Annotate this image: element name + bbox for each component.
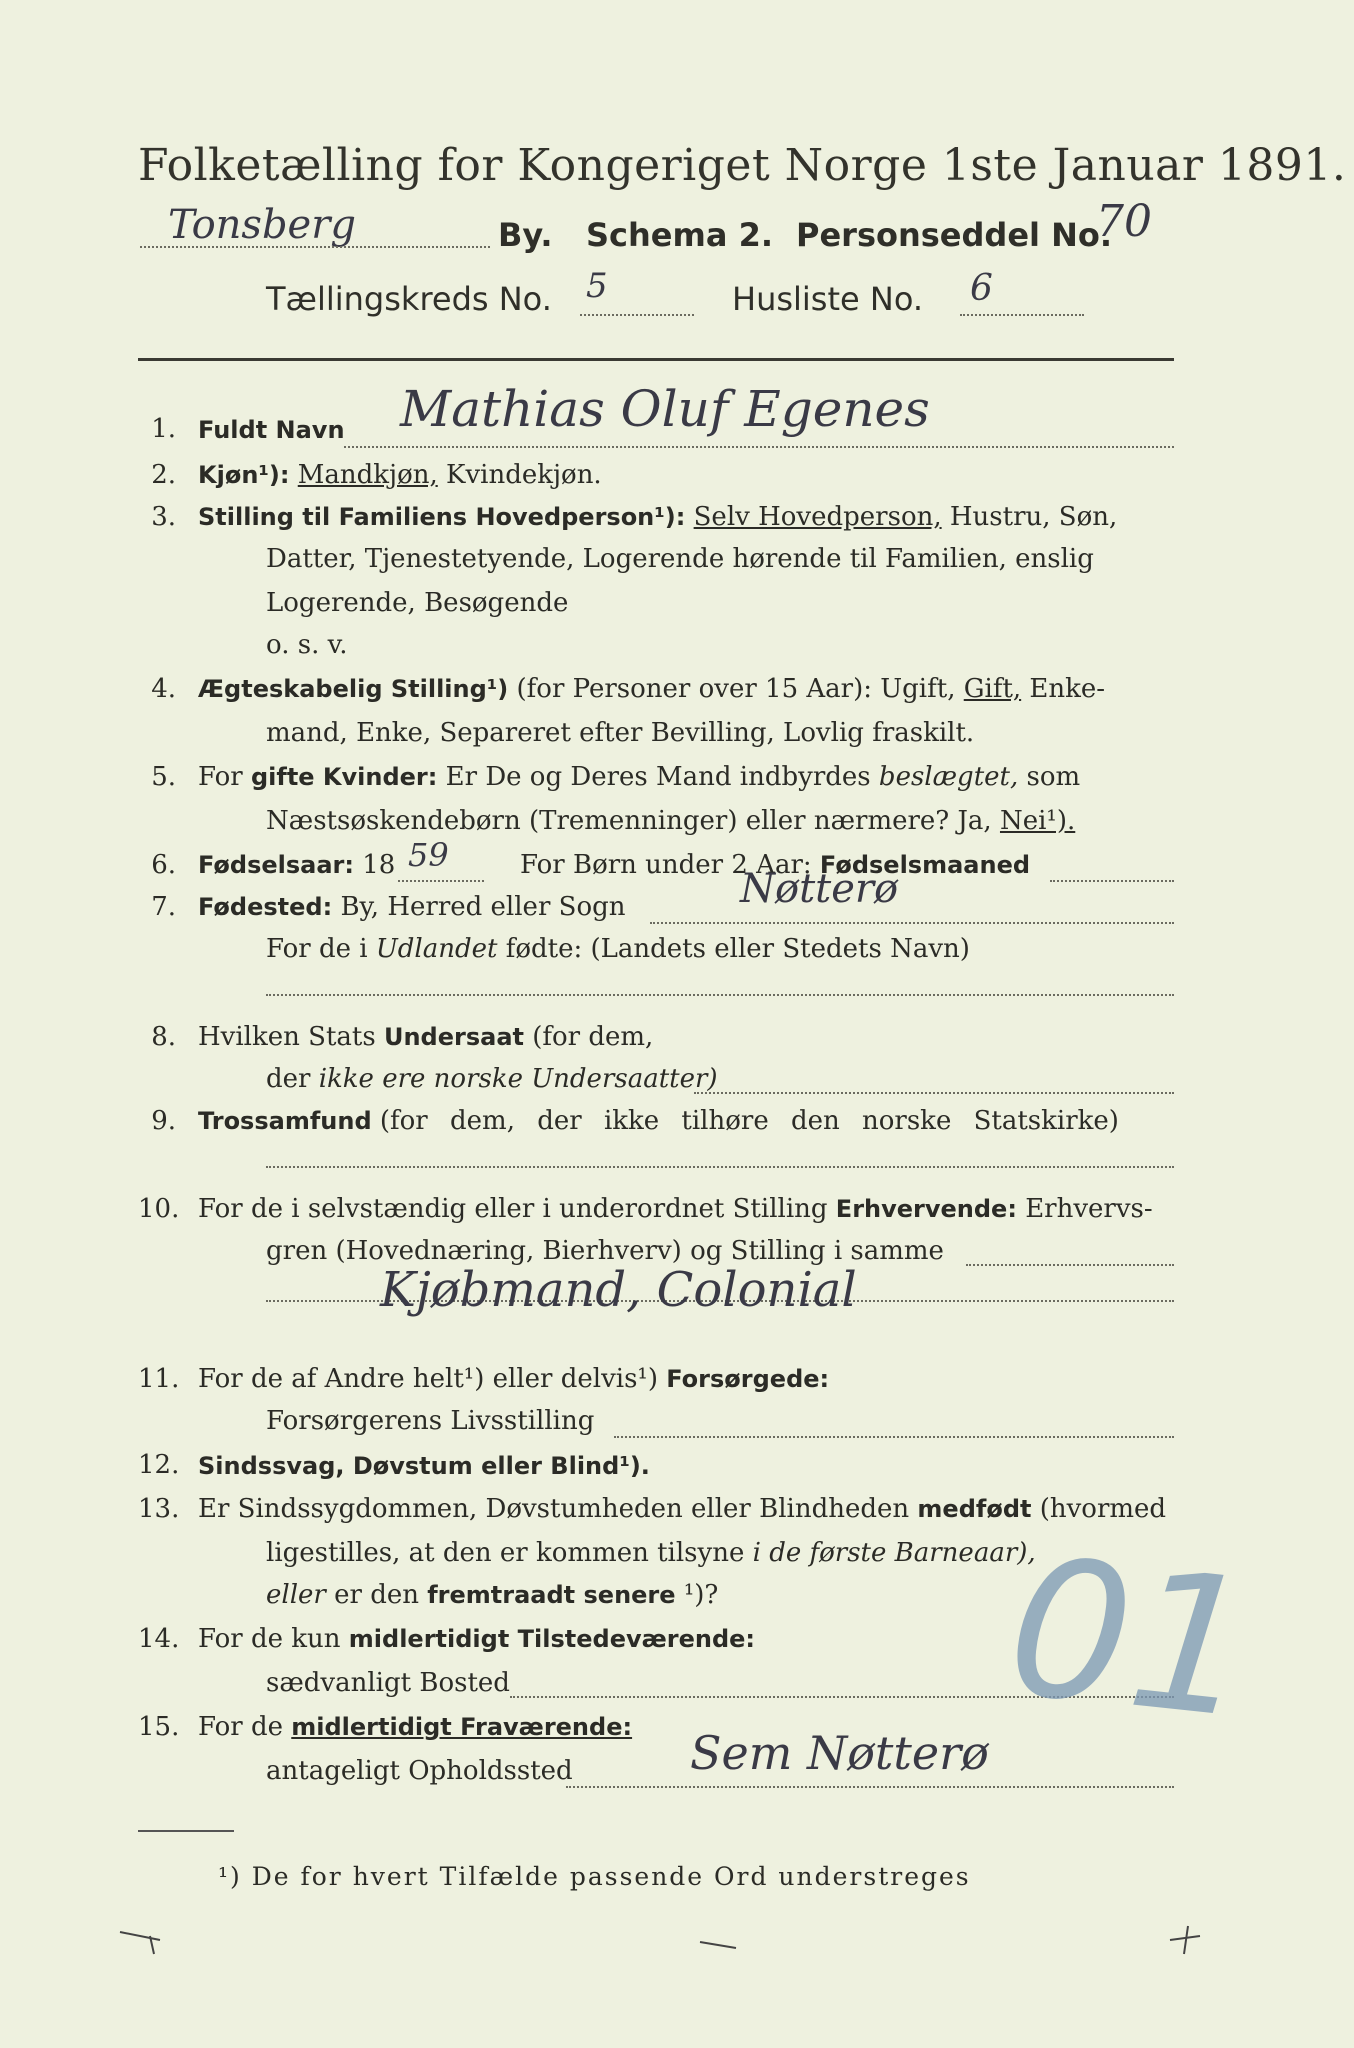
q6-year-value: 59 xyxy=(408,836,449,874)
stray-marks xyxy=(110,1910,1270,1970)
husliste-value: 6 xyxy=(970,268,993,309)
item-number: 7. xyxy=(151,892,176,922)
item-number: 3. xyxy=(151,502,176,532)
item-number: 6. xyxy=(151,850,176,880)
q9-label: Trossamfund xyxy=(198,1107,372,1135)
q6-year-prefix: 18 xyxy=(362,850,396,880)
q15-label: midlertidigt Fraværende: xyxy=(291,1713,633,1741)
q13-line3b: er den xyxy=(334,1580,419,1610)
item-number: 11. xyxy=(138,1364,180,1394)
q8-text-a: Hvilken Stats xyxy=(198,1022,376,1052)
q8-dotted-line xyxy=(694,1092,1174,1094)
q2-option-female: Kvindekjøn. xyxy=(446,460,602,490)
q13-line2b: i de første Barneaar), xyxy=(752,1538,1036,1568)
kreds-dotted-line xyxy=(580,314,694,316)
q7-foreign-dotted-line xyxy=(266,994,1174,996)
q3-label: Stilling til Familiens Hovedperson¹): xyxy=(198,503,686,531)
q13-text-b: (hvormed xyxy=(1039,1494,1167,1524)
q4-label: Ægteskabelig Stilling¹) xyxy=(198,675,509,703)
q15-line2: antageligt Opholdssted xyxy=(266,1756,573,1786)
q9-dotted-line xyxy=(266,1166,1174,1168)
husliste-dotted-line xyxy=(960,314,1084,316)
q7-line2b: Udlandet xyxy=(375,934,498,964)
q10-label: Erhvervende: xyxy=(835,1195,1017,1223)
q1-label: Fuldt Navn xyxy=(198,416,345,444)
city-handwritten: Tonsberg xyxy=(168,202,356,248)
q14-label: midlertidigt Tilstedeværende: xyxy=(348,1625,756,1653)
q10-text-b: Erhvervs- xyxy=(1025,1194,1153,1224)
q4-option-selected: Gift, xyxy=(963,674,1022,704)
blue-pencil-mark: 01 xyxy=(999,1515,1263,1762)
q7-line2c: fødte: (Landets eller Stedets Navn) xyxy=(505,934,970,964)
q15-answer: Sem Nøtterø xyxy=(690,1726,989,1780)
q3-line2: Datter, Tjenestetyende, Logerende hørende til Familien, enslig xyxy=(266,544,1094,574)
q10-answer: Kjøbmand, Colonial xyxy=(380,1262,857,1318)
item-number: 4. xyxy=(151,674,176,704)
q7-text: By, Herred eller Sogn xyxy=(340,892,626,922)
q11-line2: Forsørgerens Livsstilling xyxy=(266,1406,595,1436)
item-number: 13. xyxy=(138,1494,180,1524)
q4-text-end: Enke- xyxy=(1029,674,1106,704)
q14-line2: sædvanligt Bosted xyxy=(266,1668,510,1698)
q5-text-d: som xyxy=(1026,762,1081,792)
q6-month-dotted-line xyxy=(1050,880,1174,882)
item-number: 14. xyxy=(138,1624,180,1654)
by-label: By. xyxy=(498,216,553,254)
footnote: ¹) De for hvert Tilfælde passende Ord understreges xyxy=(218,1862,971,1891)
footnote-rule xyxy=(138,1830,234,1832)
q8-label: Undersaat xyxy=(383,1023,524,1051)
personseddel-label: Personseddel No. xyxy=(796,216,1113,254)
item-number: 2. xyxy=(151,460,176,490)
kreds-label: Tællingskreds No. xyxy=(266,280,552,318)
q8-line2a: der xyxy=(266,1064,311,1094)
q5-text-a: For xyxy=(198,762,243,792)
item-number: 15. xyxy=(138,1712,180,1742)
form-title: Folketælling for Kongeriget Norge 1ste Januar 1891. xyxy=(138,140,1347,191)
q13-label: medfødt xyxy=(917,1495,1032,1523)
item-number: 8. xyxy=(151,1022,176,1052)
q7-line2a: For de i xyxy=(266,934,368,964)
q13-label3: fremtraadt senere xyxy=(427,1581,676,1609)
header-rule xyxy=(138,358,1174,361)
q3-line3: Logerende, Besøgende xyxy=(266,588,569,618)
q11-text: For de af Andre helt¹) eller delvis¹) xyxy=(198,1364,658,1394)
q8-text-b: (for dem, xyxy=(532,1022,654,1052)
item-number: 1. xyxy=(151,414,176,444)
q1-answer: Mathias Oluf Egenes xyxy=(400,380,930,438)
item-number: 12. xyxy=(138,1450,180,1480)
q6-label: Fødselsaar: xyxy=(198,851,354,879)
q3-options: Hustru, Søn, xyxy=(949,502,1118,532)
q13-line2a: ligestilles, at den er kommen tilsyne xyxy=(266,1538,745,1568)
q3-option-selected: Selv Hovedperson, xyxy=(693,502,942,532)
q14-text: For de kun xyxy=(198,1624,341,1654)
q6-year-dotted-line xyxy=(398,880,484,882)
q15-text: For de xyxy=(198,1712,283,1742)
q6-label2: Fødselsmaaned xyxy=(819,851,1031,879)
q4-line2: mand, Enke, Separeret efter Bevilling, Lovlig fraskilt. xyxy=(266,718,975,748)
q13-text-a: Er Sindssygdommen, Døvstumheden eller Blindheden xyxy=(198,1494,910,1524)
q8-line2b: ikke ere norske Undersaatter) xyxy=(318,1064,718,1094)
q10-dotted-line xyxy=(966,1264,1174,1266)
q7-label: Fødested: xyxy=(198,893,333,921)
q2-option-male: Mandkjøn, xyxy=(297,460,438,490)
q11-label: Forsørgede: xyxy=(666,1365,830,1393)
q11-dotted-line xyxy=(614,1436,1174,1438)
q3-line4: o. s. v. xyxy=(266,630,348,660)
q6-text: For Børn under 2 Aar: xyxy=(520,850,812,880)
q5-line2: Næstsøskendebørn (Tremenninger) eller nærmere? Ja, xyxy=(266,806,992,836)
item-number: 10. xyxy=(138,1194,180,1224)
item-number: 9. xyxy=(151,1106,176,1136)
q15-dotted-line xyxy=(566,1786,1174,1788)
q5-text-b: Er De og Deres Mand indbyrdes xyxy=(445,762,871,792)
kreds-value: 5 xyxy=(586,266,608,306)
q7-answer: Nøtterø xyxy=(740,866,899,912)
q13-line3c: ¹)? xyxy=(683,1580,719,1610)
q2-label: Kjøn¹): xyxy=(198,461,290,489)
q5-label: gifte Kvinder: xyxy=(250,763,438,791)
schema-label: Schema 2. xyxy=(586,216,773,254)
q13-line3a: eller xyxy=(266,1580,326,1610)
q7-dotted-line xyxy=(650,922,1174,924)
q10-line2: gren (Hovednæring, Bierhverv) og Stilling i samme xyxy=(266,1236,944,1266)
q5-option-selected: Nei¹). xyxy=(999,806,1076,836)
personseddel-value: 70 xyxy=(1096,196,1152,247)
q5-text-c: beslægtet, xyxy=(878,762,1019,792)
q10-text-a: For de i selvstændig eller i underordnet Stilling xyxy=(198,1194,828,1224)
husliste-label: Husliste No. xyxy=(732,280,923,318)
city-dotted-line xyxy=(140,246,490,248)
q12-label: Sindssvag, Døvstum eller Blind¹). xyxy=(198,1452,650,1480)
q4-text: (for Personer over 15 Aar): Ugift, xyxy=(516,674,956,704)
q9-text: (for dem, der ikke tilhøre den norske Statskirke) xyxy=(379,1106,1119,1136)
item-number: 5. xyxy=(151,762,176,792)
q1-dotted-line xyxy=(344,446,1174,448)
